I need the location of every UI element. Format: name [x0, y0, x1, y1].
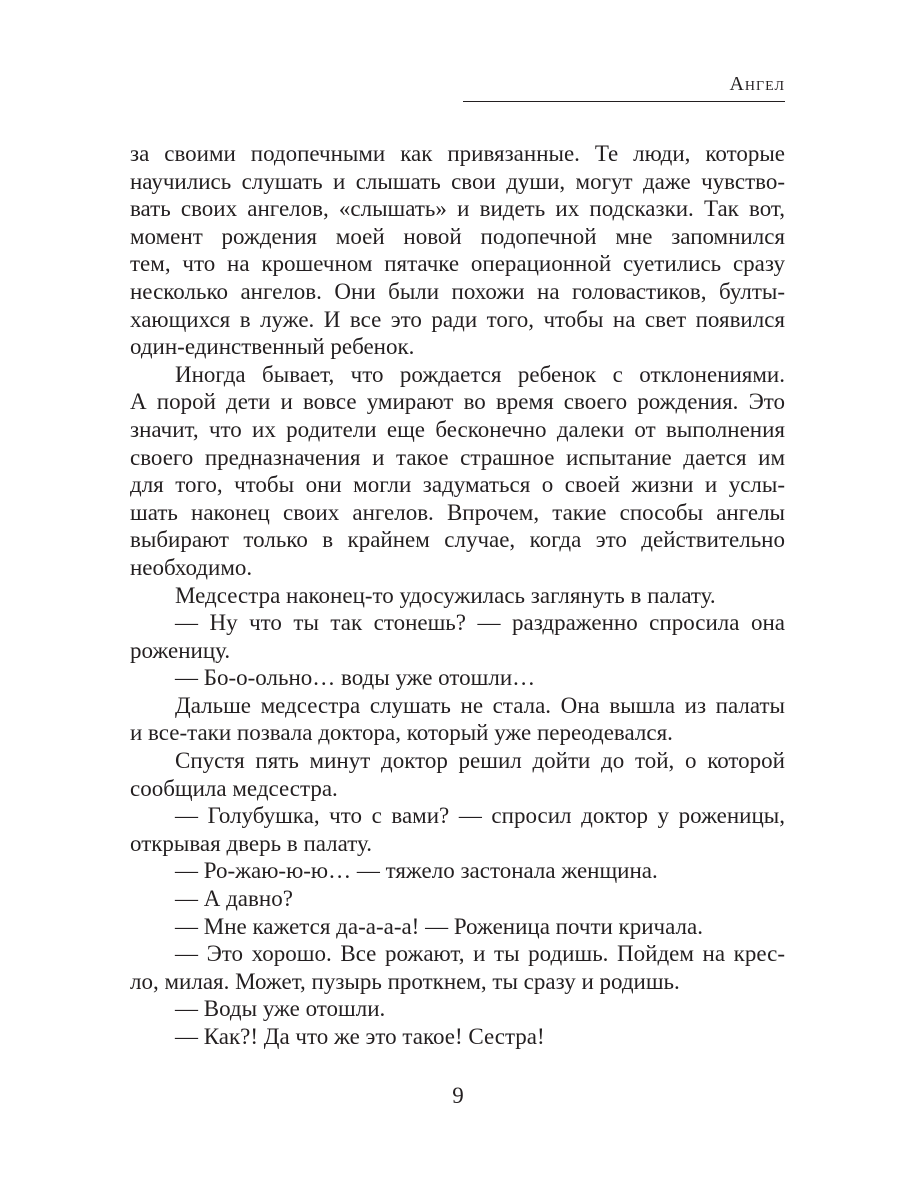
text-line: — Ну что ты так стонешь? — раздраженно спросила она: [175, 610, 785, 636]
text-line: А порой дети и вовсе умирают во время своего рождения. Это: [130, 389, 785, 415]
text-line: открывая дверь в палату.: [130, 830, 372, 856]
text-line: — Голубушка, что с вами? — спросил доктор у роженицы,: [175, 803, 785, 829]
text-line: значит, что их родители еще бесконечно далеки от выполнения: [130, 416, 785, 442]
text-line: — Ро-жаю-ю-ю… — тяжело застонала женщина.: [175, 858, 658, 884]
text-line: сообщила медсестра.: [130, 775, 338, 801]
text-line: научились слушать и слышать свои души, могут даже чувство-: [130, 168, 785, 194]
text-line: вать своих ангелов, «слышать» и видеть их подсказки. Так вот,: [130, 196, 785, 222]
text-line: несколько ангелов. Они были похожи на головастиков, булты-: [130, 278, 785, 304]
text-line: ло, милая. Может, пузырь проткнем, ты сразу и родишь.: [130, 968, 680, 994]
page-number: 9: [452, 1083, 464, 1108]
text-line: момент рождения моей новой подопечной мне запомнился: [130, 223, 785, 249]
text-line: — А давно?: [175, 886, 293, 912]
text-line: — Это хорошо. Все рожают, и ты родишь. Пойдем на крес-: [175, 941, 785, 967]
text-line: шать наконец своих ангелов. Впрочем, такие способы ангелы: [130, 499, 785, 525]
text-line: Медсестра наконец-то удосужилась заглянуть в палату.: [175, 582, 716, 608]
text-line: необходимо.: [130, 554, 253, 580]
text-line: — Воды уже отошли.: [175, 996, 386, 1022]
text-line: своего предназначения и такое страшное испытание дается им: [130, 444, 785, 470]
text-line: Иногда бывает, что рождается ребенок с отклонениями.: [175, 361, 785, 387]
text-line: — Как?! Да что же это такое! Сестра!: [175, 1024, 545, 1049]
body-text: [130, 140, 785, 1051]
text-line: — Бо-о-ольно… воды уже отошли…: [175, 665, 536, 691]
text-line: Спустя пять минут доктор решил дойти до той, о которой: [175, 748, 785, 774]
text-line: для того, чтобы они могли задуматься о своей жизни и услы-: [130, 472, 785, 498]
text-line: и все-таки позвала доктора, который уже переодевался.: [130, 720, 673, 746]
header-rule: [463, 101, 785, 102]
running-head: Ангел: [729, 73, 785, 95]
text-line: выбирают только в крайнем случае, когда это действительно: [130, 527, 785, 553]
text-line: роженицу.: [130, 637, 231, 663]
text-line: тем, что на крошечном пятачке операционной суетились сразу: [130, 251, 785, 277]
text-line: Дальше медсестра слушать не стала. Она вышла из палаты: [175, 692, 785, 718]
text-line: за своими подопечными как привязанные. Те люди, которые: [130, 141, 785, 166]
text-line: один-единственный ребенок.: [130, 334, 415, 360]
text-line: — Мне кажется да-а-а-а! — Роженица почти кричала.: [175, 913, 703, 939]
text-line: хающихся в луже. И все это ради того, чтобы на свет появился: [130, 306, 785, 332]
